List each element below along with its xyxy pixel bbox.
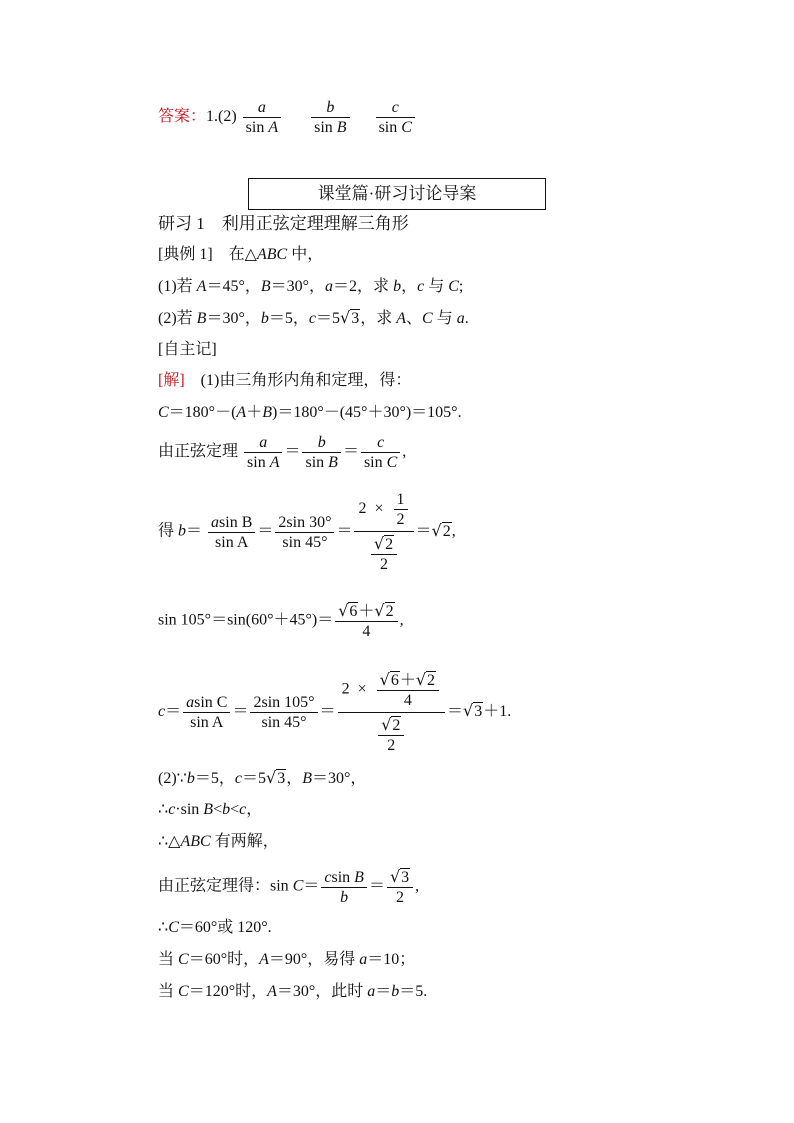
n — [377, 670, 439, 691]
d: 2 — [387, 737, 396, 754]
n: 2sin 105° — [250, 693, 317, 713]
frac — [377, 670, 439, 710]
v: b — [260, 310, 269, 327]
t: ＋ — [358, 603, 375, 620]
d: 4 — [403, 692, 412, 709]
t: ， — [401, 278, 418, 295]
t: 由正弦定理 — [158, 443, 239, 461]
frac-den — [243, 118, 281, 137]
t: 得 — [158, 522, 179, 540]
n — [378, 715, 404, 736]
fn: sin — [305, 454, 329, 471]
var: ABC — [256, 246, 288, 263]
fn: sin — [247, 454, 270, 471]
t: ＝120°时， — [188, 983, 268, 1000]
t: , — [399, 611, 404, 629]
frac — [335, 601, 397, 641]
n — [183, 693, 230, 713]
t: ＝30°， — [206, 310, 261, 327]
question-1 — [158, 277, 463, 297]
sqrt: √2 — [374, 601, 394, 620]
solution-line-5 — [158, 601, 404, 641]
t: 2 — [341, 680, 350, 698]
frac — [387, 867, 413, 907]
t: ＝ — [415, 522, 432, 540]
sqrt: √3 — [340, 308, 360, 327]
d: b — [340, 888, 349, 906]
solution-line-13 — [158, 982, 427, 1002]
v: B — [260, 278, 271, 295]
n: 1 — [394, 490, 408, 510]
frac — [361, 433, 400, 472]
self-note: [自主记] — [158, 341, 217, 358]
t: ＝ — [303, 877, 320, 895]
t: ＝ — [165, 703, 182, 721]
sqrt: √2 — [373, 534, 394, 553]
radicand: 3 — [401, 869, 410, 886]
v: A — [236, 404, 247, 421]
n — [335, 601, 397, 622]
solution-line-8 — [158, 800, 262, 820]
v: A — [259, 951, 269, 968]
t: ＝180°－( — [168, 404, 237, 421]
frac-num: b — [311, 98, 349, 118]
solution-line-6 — [158, 670, 511, 755]
t: ，求 — [360, 310, 397, 327]
v: A — [396, 310, 406, 327]
v: C — [422, 310, 433, 327]
t: ＝ — [186, 522, 203, 540]
d: 2 — [396, 511, 405, 528]
n: 2sin 30° — [275, 513, 334, 533]
answer-item: 1.(2) — [206, 108, 237, 126]
n — [371, 534, 397, 555]
v: b — [186, 770, 195, 787]
frac — [302, 433, 340, 472]
t: ＝90°，易得 — [268, 951, 360, 968]
t: 2 — [358, 500, 367, 518]
frac — [208, 513, 255, 552]
t: ＝ — [284, 443, 301, 461]
v: A — [267, 983, 277, 1000]
sqrt: √3 — [265, 768, 286, 787]
answer-frac-b — [311, 98, 349, 137]
v: c — [239, 801, 247, 818]
v: a — [367, 983, 376, 1000]
frac — [394, 490, 408, 529]
d: sin 45° — [282, 533, 328, 551]
v: C — [168, 919, 179, 936]
t: , — [415, 877, 420, 895]
answer-label: 答案： — [158, 108, 207, 126]
solution-line-3 — [158, 433, 406, 472]
t: 与 — [432, 310, 457, 327]
solution-line-10 — [158, 867, 419, 907]
frac — [321, 868, 367, 907]
v: C — [292, 877, 304, 895]
t: ＋ — [246, 404, 263, 421]
t: 当 — [158, 951, 179, 968]
t: ＝2，求 — [333, 278, 394, 295]
solution-line-2 — [158, 403, 462, 423]
t: sin 105°＝sin(60°＋45°)＝ — [158, 611, 334, 629]
d: 4 — [362, 623, 371, 640]
d — [302, 453, 340, 472]
example-intro — [158, 245, 323, 265]
t: < — [213, 801, 223, 818]
den-fn: sin — [378, 119, 402, 136]
v: C — [178, 951, 189, 968]
d: sin A — [215, 533, 249, 551]
t: ∴△ — [158, 833, 181, 850]
question-2 — [158, 308, 469, 329]
sqrt: √3 — [463, 701, 483, 721]
sqrt: √3 — [389, 867, 410, 886]
t: ＋1. — [483, 703, 512, 721]
v: C — [448, 278, 459, 295]
t: ＝5 — [315, 310, 340, 327]
sqrt: √2 — [381, 715, 401, 734]
t: ＝10； — [367, 951, 416, 968]
den-var: B — [336, 119, 347, 136]
t: sin B — [219, 513, 253, 531]
t: ＝30°， — [311, 770, 367, 787]
t: ＋ — [399, 672, 416, 689]
d: 2 — [379, 556, 388, 573]
t: , — [451, 522, 456, 540]
frac — [250, 693, 317, 732]
compound-den — [354, 532, 413, 574]
radicand: 3 — [474, 703, 483, 721]
t: . — [464, 310, 469, 327]
radicand: 6 — [349, 603, 358, 620]
text: 在△ — [212, 246, 257, 263]
t: ; — [458, 278, 464, 295]
v: c — [234, 770, 242, 787]
v: b — [178, 522, 187, 540]
frac — [183, 693, 230, 732]
t: ＝5， — [268, 310, 309, 327]
t: 与 — [424, 278, 449, 295]
compound-frac — [354, 490, 413, 574]
solution-line-12 — [158, 950, 415, 970]
radicand: 2 — [392, 717, 401, 734]
t: ＝5. — [399, 983, 428, 1000]
v: b — [391, 983, 400, 1000]
sqrt: √6 — [338, 601, 358, 620]
compound-num — [354, 490, 413, 532]
sqrt: √2 — [415, 670, 436, 689]
radicand: 2 — [442, 522, 451, 540]
t: ＝45°， — [206, 278, 261, 295]
v: B — [262, 404, 272, 421]
den-var: A — [268, 119, 279, 136]
d — [244, 453, 282, 472]
t: ＝ — [257, 522, 274, 540]
frac-den — [311, 118, 349, 137]
frac-num: a — [243, 98, 281, 118]
t: , — [402, 443, 407, 461]
fn: sin — [363, 454, 387, 471]
t: (2)若 — [158, 310, 197, 327]
t: ＝60°时， — [188, 951, 260, 968]
t: ＝ — [232, 703, 249, 721]
compound-frac — [338, 670, 445, 755]
n: a — [244, 433, 282, 453]
v: B — [203, 801, 214, 818]
t: 当 — [158, 983, 179, 1000]
t: (1)若 — [158, 278, 197, 295]
v: b — [222, 801, 231, 818]
frac — [244, 433, 282, 472]
t: sin — [331, 868, 355, 886]
compound-den — [338, 713, 445, 755]
d: sin 45° — [261, 714, 307, 731]
study-heading: 研习 1 利用正弦定理理解三角形 — [158, 214, 409, 233]
n — [387, 867, 413, 888]
t: (2)∵ — [158, 770, 187, 787]
v: a — [211, 513, 220, 531]
n: c — [361, 433, 400, 453]
t: ， — [286, 770, 303, 787]
solution-tag: [解] — [158, 372, 185, 389]
v: B — [328, 454, 338, 471]
t: 、 — [406, 310, 423, 327]
solution-line-11 — [158, 918, 272, 938]
answer-frac-c — [376, 98, 415, 137]
frac — [371, 534, 397, 574]
v: B — [302, 770, 312, 787]
v: A — [269, 454, 280, 471]
t: ＝5， — [194, 770, 235, 787]
den-fn: sin — [314, 119, 337, 136]
radicand: 2 — [427, 672, 436, 689]
t: (1)由三角形内角和定理，得： — [184, 372, 412, 389]
sqrt: √2 — [431, 520, 451, 540]
v: a — [456, 310, 465, 327]
d — [361, 453, 400, 472]
den-fn: sin — [245, 119, 269, 136]
radicand: 3 — [351, 310, 360, 327]
v: A — [196, 278, 207, 295]
solution-line-7 — [158, 768, 366, 789]
v: a — [325, 278, 334, 295]
radicand: 2 — [385, 603, 394, 620]
n: b — [302, 433, 340, 453]
answer-line — [158, 98, 417, 137]
v: c — [417, 278, 425, 295]
v: c — [308, 310, 316, 327]
sqrt: √6 — [379, 670, 399, 689]
d: 2 — [396, 889, 405, 906]
v: c — [324, 868, 332, 886]
frac — [378, 715, 404, 755]
t: ， — [246, 801, 263, 818]
solution-line-1 — [158, 371, 411, 391]
v: B — [354, 868, 364, 886]
t: ＝ — [375, 983, 392, 1000]
v: c — [168, 801, 176, 818]
v: C — [158, 404, 169, 421]
answer-frac-a — [243, 98, 281, 137]
v: a — [359, 951, 368, 968]
v: ABC — [180, 833, 211, 850]
n — [208, 513, 255, 533]
t: ·sin — [175, 801, 204, 818]
t: 由正弦定理得：sin — [158, 877, 293, 895]
compound-num — [338, 670, 445, 713]
section-title-box: 课堂篇·研习讨论导案 — [248, 178, 546, 210]
frac-den — [376, 118, 415, 137]
den-var: C — [401, 119, 412, 136]
t: ＝ — [336, 522, 353, 540]
radicand: 2 — [385, 536, 394, 553]
radicand: 3 — [277, 770, 286, 787]
t: × — [357, 680, 367, 698]
v: c — [158, 703, 166, 721]
text: 中， — [287, 246, 324, 263]
t: ＝ — [342, 443, 359, 461]
d: sin A — [190, 714, 224, 731]
t: ＝ — [447, 703, 464, 721]
t: ＝60°或 120°. — [178, 919, 272, 936]
t: 有两解， — [210, 833, 279, 850]
t: ＝30°， — [270, 278, 326, 295]
t: ∴ — [158, 801, 169, 818]
v: a — [186, 694, 195, 711]
frac-num: c — [376, 98, 415, 118]
t: )＝180°－(45°＋30°)＝105°. — [271, 404, 462, 421]
frac — [275, 513, 334, 552]
t: ∴ — [158, 919, 169, 936]
v: C — [386, 454, 398, 471]
v: b — [393, 278, 402, 295]
radicand: 6 — [390, 672, 399, 689]
t: ＝ — [368, 877, 385, 895]
t: × — [374, 500, 384, 518]
t: ＝30°，此时 — [276, 983, 368, 1000]
solution-line-4 — [158, 490, 456, 574]
v: B — [196, 310, 207, 327]
t: sin C — [194, 694, 228, 711]
solution-line-9 — [158, 832, 279, 852]
t: ＝5 — [241, 770, 266, 787]
example-tag: [典例 1] — [158, 246, 213, 263]
t: < — [230, 801, 240, 818]
v: C — [178, 983, 189, 1000]
n — [321, 868, 367, 888]
t: ＝ — [319, 703, 336, 721]
